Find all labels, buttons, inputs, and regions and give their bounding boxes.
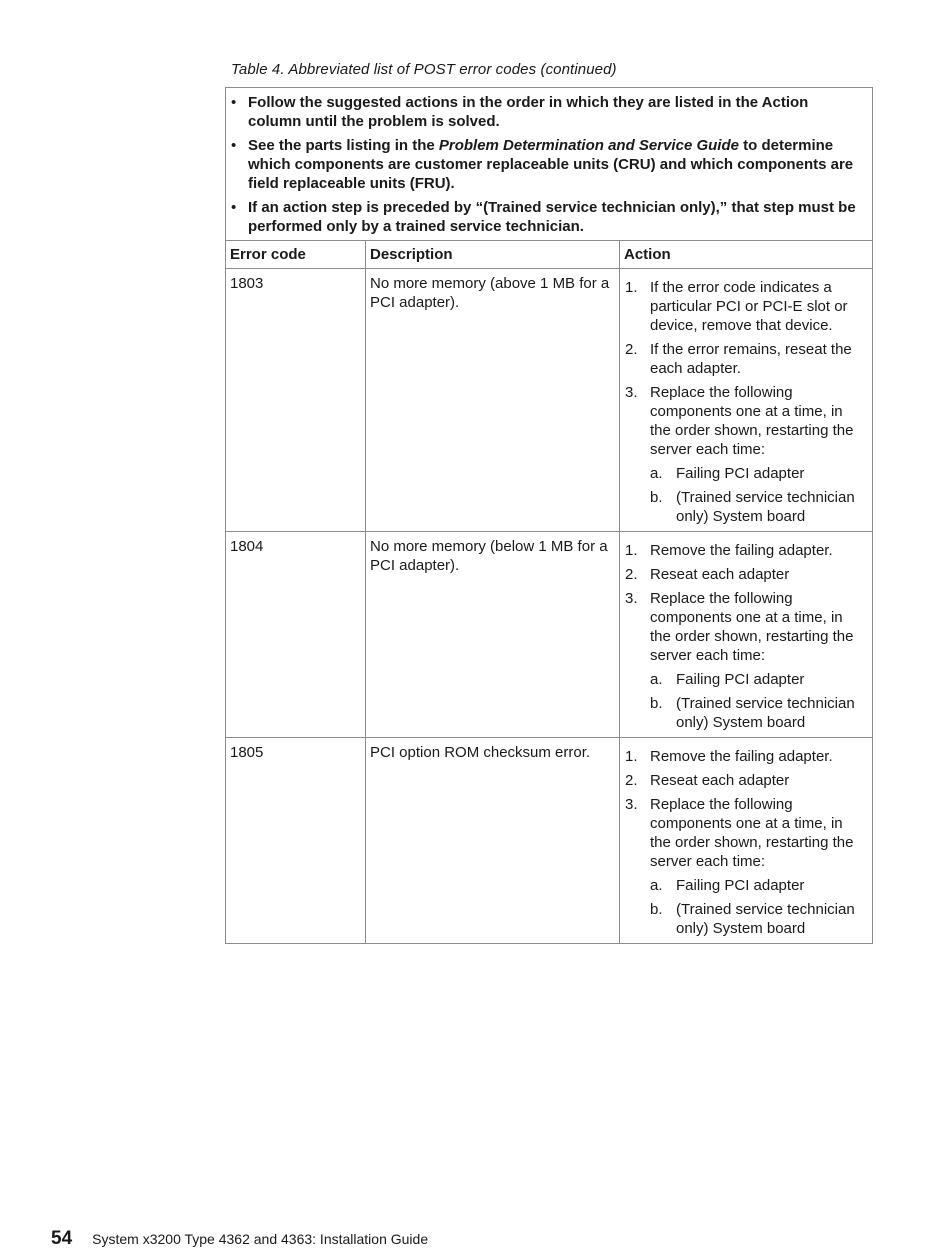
action-substeps-list <box>650 464 866 526</box>
step-text: Remove the failing adapter. <box>650 748 833 765</box>
step-text: If the error remains, reseat the each adapter. <box>650 341 852 377</box>
action-step <box>624 541 866 560</box>
step-text: Replace the following components one at a time, in the order shown, restarting the server each time: <box>650 590 854 664</box>
column-header-error-code: Error code <box>226 241 366 269</box>
action-substep <box>650 876 866 895</box>
notes-list <box>230 93 862 236</box>
action-substep <box>650 900 866 938</box>
note-text: See the parts listing in the <box>248 137 439 154</box>
table-row <box>226 269 873 532</box>
substep-letter: a. <box>650 465 663 482</box>
step-number: 1. <box>625 748 638 765</box>
substep-letter: b. <box>650 695 663 712</box>
action-steps-list <box>624 541 866 732</box>
action-substep <box>650 464 866 483</box>
step-number: 2. <box>625 566 638 583</box>
step-text: If the error code indicates a particular PCI or PCI-E slot or device, remove that device. <box>650 279 848 334</box>
action-cell <box>620 738 873 944</box>
substep-letter: b. <box>650 489 663 506</box>
step-text: Reseat each adapter <box>650 772 790 789</box>
action-steps-list <box>624 278 866 526</box>
substep-letter: a. <box>650 877 663 894</box>
substep-letter: b. <box>650 901 663 918</box>
action-substep <box>650 694 866 732</box>
action-step <box>624 383 866 526</box>
step-number: 2. <box>625 341 638 358</box>
action-step <box>624 340 866 378</box>
note-text: Follow the suggested actions in the order in which they are listed in the Action column until the problem is solved. <box>248 94 809 130</box>
column-header-description: Description <box>366 241 620 269</box>
substep-text: (Trained service technician only) System board <box>676 489 855 525</box>
page-footer <box>51 1228 428 1250</box>
substep-letter: a. <box>650 671 663 688</box>
substep-text: Failing PCI adapter <box>676 465 805 482</box>
step-text: Replace the following components one at a time, in the order shown, restarting the server each time: <box>650 796 854 870</box>
error-code-cell: 1805 <box>226 738 366 944</box>
note-item <box>230 136 862 193</box>
step-text: Replace the following components one at a time, in the order shown, restarting the server each time: <box>650 384 854 458</box>
step-number: 1. <box>625 542 638 559</box>
error-code-cell: 1804 <box>226 532 366 738</box>
note-item <box>230 93 862 131</box>
notes-row <box>226 88 873 241</box>
note-item <box>230 198 862 236</box>
notes-cell <box>226 88 873 241</box>
step-number: 3. <box>625 590 638 607</box>
error-code-cell: 1803 <box>226 269 366 532</box>
column-header-action: Action <box>620 241 873 269</box>
step-number: 3. <box>625 796 638 813</box>
step-number: 2. <box>625 772 638 789</box>
action-step <box>624 565 866 584</box>
table-row <box>226 532 873 738</box>
footer-title: System x3200 Type 4362 and 4363: Installation Guide <box>92 1231 429 1247</box>
substep-text: Failing PCI adapter <box>676 877 805 894</box>
substep-text: Failing PCI adapter <box>676 671 805 688</box>
table-caption: Table 4. Abbreviated list of POST error codes (continued) <box>231 61 617 78</box>
description-cell: No more memory (below 1 MB for a PCI adapter). <box>366 532 620 738</box>
description-cell: No more memory (above 1 MB for a PCI adapter). <box>366 269 620 532</box>
action-substep <box>650 670 866 689</box>
step-text: Remove the failing adapter. <box>650 542 833 559</box>
action-substeps-list <box>650 876 866 938</box>
action-step <box>624 795 866 938</box>
step-number: 1. <box>625 279 638 296</box>
guide-title: Problem Determination and Service Guide <box>438 137 739 154</box>
action-steps-list <box>624 747 866 938</box>
action-step <box>624 771 866 790</box>
header-row <box>226 241 873 269</box>
note-text: If an action step is preceded by “(Trained service technician only),” that step must be performed only by a trained service technician. <box>248 199 856 235</box>
table-row <box>226 738 873 944</box>
action-step <box>624 747 866 766</box>
note-text: to determine which components are customer replaceable units (CRU) and which components are field replaceable units (FRU). <box>248 137 854 192</box>
post-error-codes-table <box>225 87 873 944</box>
action-substep <box>650 488 866 526</box>
action-cell <box>620 269 873 532</box>
action-substeps-list <box>650 670 866 732</box>
action-step <box>624 589 866 732</box>
step-number: 3. <box>625 384 638 401</box>
description-cell: PCI option ROM checksum error. <box>366 738 620 944</box>
action-cell <box>620 532 873 738</box>
step-text: Reseat each adapter <box>650 566 790 583</box>
substep-text: (Trained service technician only) System board <box>676 901 855 937</box>
substep-text: (Trained service technician only) System board <box>676 695 855 731</box>
page-number: 54 <box>51 1228 73 1249</box>
action-step <box>624 278 866 335</box>
